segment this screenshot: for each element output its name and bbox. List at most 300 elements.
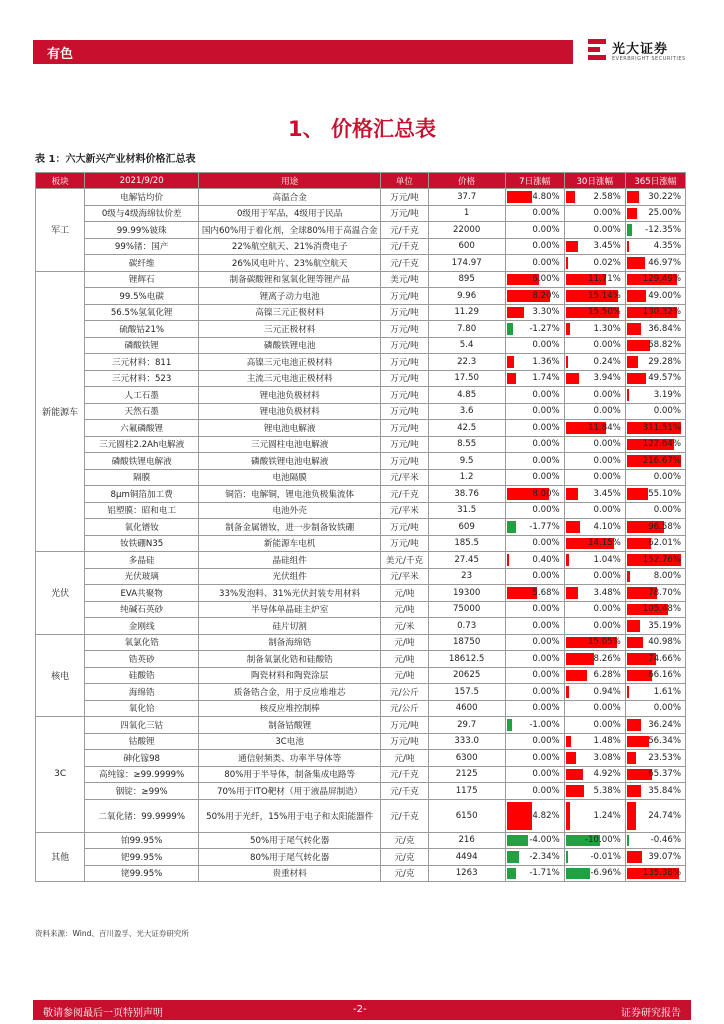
change-value: 62.01%: [648, 538, 681, 549]
change-value: 0.00%: [532, 241, 560, 252]
change-value: 23.53%: [648, 752, 681, 763]
brand-logo: [588, 37, 698, 67]
unit-cell: 万元/吨: [381, 370, 428, 387]
material-use: 50%用于光纤，15%用于电子和太阳能器件: [199, 799, 381, 832]
change-value: 6.28%: [593, 670, 621, 681]
col-header: 单位: [381, 173, 428, 189]
material-name: 铟锭：≥99%: [85, 783, 199, 800]
material-name: 多晶硅: [85, 552, 199, 569]
change-30d: [564, 634, 625, 651]
table-row: [36, 337, 686, 354]
change-value: 15.05%: [588, 637, 621, 648]
change-7d: [505, 436, 564, 453]
change-value: 0.00%: [532, 439, 560, 450]
change-bar: [566, 686, 569, 698]
change-value: 96.58%: [648, 521, 681, 532]
material-use: 主流三元电池正极材料: [199, 370, 381, 387]
change-value: 130.32%: [642, 307, 681, 318]
change-value: 0.00%: [532, 571, 560, 582]
change-value: 1.04%: [593, 554, 621, 565]
change-bar: [627, 340, 650, 352]
change-value: 3.19%: [653, 389, 681, 400]
unit-cell: 元/吨: [381, 601, 428, 618]
change-value: 0.00%: [593, 719, 621, 730]
change-value: 35.84%: [648, 785, 681, 796]
table-row: [36, 799, 686, 832]
header-bar: [33, 40, 573, 64]
change-365d: [625, 403, 685, 420]
change-7d: [505, 304, 564, 321]
change-bar: [566, 191, 575, 203]
table-row: [36, 667, 686, 684]
material-use: 磷酸铁锂电池: [199, 337, 381, 354]
material-name: 磷酸铁锂: [85, 337, 199, 354]
change-bar: [566, 736, 571, 748]
unit-cell: 万元/吨: [381, 420, 428, 437]
col-header: 7日涨幅: [505, 173, 564, 189]
price-cell: 7.80: [428, 321, 505, 338]
material-use: 0级用于军品，4级用于民品: [199, 205, 381, 222]
price-cell: 6300: [428, 750, 505, 767]
price-cell: 0.73: [428, 618, 505, 635]
price-cell: 23: [428, 568, 505, 585]
change-365d: [625, 535, 685, 552]
change-value: 0.00%: [532, 604, 560, 615]
table-row: [36, 222, 686, 239]
material-name: 电解钴均价: [85, 189, 199, 206]
material-name: 99.99%铍珠: [85, 222, 199, 239]
change-value: 0.00%: [532, 769, 560, 780]
unit-cell: 元/千克: [381, 255, 428, 272]
change-7d: [505, 354, 564, 371]
change-value: 1.24%: [593, 810, 621, 821]
change-value: 4.35%: [653, 241, 681, 252]
change-bar: [566, 373, 580, 385]
unit-cell: 元/克: [381, 865, 428, 882]
change-value: 39.07%: [648, 851, 681, 862]
price-cell: 4.85: [428, 387, 505, 404]
change-bar: [507, 835, 528, 847]
change-value: 0.00%: [532, 505, 560, 516]
change-365d: [625, 205, 685, 222]
change-30d: [564, 304, 625, 321]
change-value: 40.98%: [648, 637, 681, 648]
table-row: [36, 189, 686, 206]
change-30d: [564, 387, 625, 404]
unit-cell: 元/千克: [381, 222, 428, 239]
unit-cell: 万元/吨: [381, 205, 428, 222]
change-30d: [564, 865, 625, 882]
price-cell: 17.50: [428, 370, 505, 387]
table-row: [36, 436, 686, 453]
table-row: [36, 354, 686, 371]
change-30d: [564, 403, 625, 420]
change-value: 0.00%: [593, 224, 621, 235]
change-value: 0.00%: [532, 538, 560, 549]
change-30d: [564, 370, 625, 387]
change-bar: [566, 670, 588, 682]
table-row: [36, 403, 686, 420]
change-value: 56.34%: [648, 736, 681, 747]
change-value: 4.10%: [593, 521, 621, 532]
unit-cell: 万元/吨: [381, 717, 428, 734]
material-name: 锂辉石: [85, 271, 199, 288]
col-header: 2021/9/20: [85, 173, 199, 189]
change-30d: [564, 552, 625, 569]
change-value: 0.00%: [532, 208, 560, 219]
change-value: 0.00%: [532, 406, 560, 417]
change-value: 4.92%: [593, 769, 621, 780]
change-value: 3.08%: [593, 752, 621, 763]
change-value: 11.84%: [588, 422, 621, 433]
change-365d: [625, 750, 685, 767]
material-use: 80%用于半导体，制备集成电路等: [199, 766, 381, 783]
change-bar: [627, 802, 637, 830]
change-30d: [564, 832, 625, 849]
change-7d: [505, 684, 564, 701]
material-use: 高温合金: [199, 189, 381, 206]
table-row: [36, 634, 686, 651]
change-bar: [627, 637, 643, 649]
change-value: 0.00%: [532, 257, 560, 268]
change-value: 0.00%: [653, 505, 681, 516]
change-value: 5.38%: [593, 785, 621, 796]
change-value: 3.30%: [532, 307, 560, 318]
change-30d: [564, 519, 625, 536]
material-use: 电池隔膜: [199, 469, 381, 486]
change-bar: [566, 752, 577, 764]
material-name: 三元材料：811: [85, 354, 199, 371]
material-use: 制备钴酸锂: [199, 717, 381, 734]
change-30d: [564, 667, 625, 684]
material-use: 三元圆柱电池电解液: [199, 436, 381, 453]
change-bar: [627, 620, 641, 632]
change-365d: [625, 601, 685, 618]
material-use: 磷酸铁锂电池电解液: [199, 453, 381, 470]
table-row: [36, 568, 686, 585]
change-365d: [625, 667, 685, 684]
change-30d: [564, 255, 625, 272]
change-bar: [566, 802, 570, 830]
table-row: [36, 271, 686, 288]
sector-cell: 军工: [36, 189, 85, 272]
change-bar: [507, 851, 519, 863]
change-value: 0.00%: [593, 620, 621, 631]
material-use: 铜箔：电解铜，锂电池负极集流体: [199, 486, 381, 503]
unit-cell: 元/吨: [381, 750, 428, 767]
change-value: 135.38%: [642, 868, 681, 879]
change-30d: [564, 585, 625, 602]
table-row: [36, 618, 686, 635]
change-30d: [564, 717, 625, 734]
material-use: 陶瓷材料和陶瓷涂层: [199, 667, 381, 684]
material-use: 锂电池电解液: [199, 420, 381, 437]
change-bar: [566, 769, 583, 781]
change-bar: [566, 257, 568, 269]
change-30d: [564, 601, 625, 618]
change-30d: [564, 684, 625, 701]
change-365d: [625, 304, 685, 321]
change-7d: [505, 403, 564, 420]
price-cell: 3.6: [428, 403, 505, 420]
price-cell: 37.7: [428, 189, 505, 206]
unit-cell: 元/克: [381, 832, 428, 849]
change-value: -1.71%: [529, 868, 560, 879]
material-use: 核反应堆控制棒: [199, 700, 381, 717]
table-row: [36, 453, 686, 470]
price-cell: 4494: [428, 849, 505, 866]
unit-cell: 美元/千克: [381, 552, 428, 569]
material-use: 电池外壳: [199, 502, 381, 519]
change-30d: [564, 568, 625, 585]
material-name: 天然石墨: [85, 403, 199, 420]
change-7d: [505, 321, 564, 338]
price-cell: 609: [428, 519, 505, 536]
change-value: 0.00%: [653, 406, 681, 417]
change-365d: [625, 634, 685, 651]
change-value: 0.00%: [532, 422, 560, 433]
material-use: 制备海绵锆: [199, 634, 381, 651]
logo-mark-icon: [588, 39, 606, 63]
price-cell: 22.3: [428, 354, 505, 371]
change-bar: [627, 208, 637, 220]
table-row: [36, 502, 686, 519]
material-name: 99%锗：国产: [85, 238, 199, 255]
change-value: 5.68%: [532, 587, 560, 598]
material-use: 锂电池负极材料: [199, 387, 381, 404]
change-value: 1.61%: [653, 686, 681, 697]
table-row: [36, 601, 686, 618]
change-value: 8.00%: [653, 571, 681, 582]
change-value: 29.28%: [648, 356, 681, 367]
col-header: 价格: [428, 173, 505, 189]
unit-cell: 元/千克: [381, 238, 428, 255]
change-7d: [505, 205, 564, 222]
change-7d: [505, 651, 564, 668]
material-name: 铂99.95%: [85, 832, 199, 849]
change-30d: [564, 288, 625, 305]
change-30d: [564, 750, 625, 767]
material-use: 通信射频类、功率半导体等: [199, 750, 381, 767]
change-365d: [625, 799, 685, 832]
table-header-row: [36, 173, 686, 189]
change-bar: [566, 851, 568, 863]
change-bar: [627, 356, 638, 368]
table-row: [36, 832, 686, 849]
change-value: 3.94%: [593, 373, 621, 384]
material-use: 70%用于ITO靶材（用于液晶屏制造）: [199, 783, 381, 800]
price-cell: 216: [428, 832, 505, 849]
change-7d: [505, 750, 564, 767]
table-row: [36, 585, 686, 602]
change-7d: [505, 420, 564, 437]
change-7d: [505, 585, 564, 602]
footer-bar: [33, 1000, 691, 1020]
price-cell: 11.29: [428, 304, 505, 321]
change-bar: [627, 571, 630, 583]
change-365d: [625, 321, 685, 338]
change-value: 46.97%: [648, 257, 681, 268]
col-header: 365日涨幅: [625, 173, 685, 189]
change-value: 0.00%: [532, 340, 560, 351]
change-value: 0.00%: [532, 752, 560, 763]
material-name: 海绵锆: [85, 684, 199, 701]
change-365d: [625, 387, 685, 404]
change-30d: [564, 700, 625, 717]
price-cell: 1: [428, 205, 505, 222]
change-7d: [505, 370, 564, 387]
material-use: 制备金属镨钕，进一步制备钕铁硼: [199, 519, 381, 536]
change-bar: [627, 835, 629, 847]
change-30d: [564, 799, 625, 832]
table-row: [36, 700, 686, 717]
change-bar: [507, 323, 514, 335]
unit-cell: 元/平米: [381, 469, 428, 486]
section-title: 1、 价格汇总表: [288, 117, 436, 141]
material-use: 33%发泡料、31%光伏封装专用材料: [199, 585, 381, 602]
table-row: [36, 552, 686, 569]
table-row: [36, 387, 686, 404]
change-7d: [505, 502, 564, 519]
unit-cell: 元/吨: [381, 651, 428, 668]
change-7d: [505, 288, 564, 305]
change-365d: [625, 271, 685, 288]
unit-cell: 元/千克: [381, 799, 428, 832]
unit-cell: 元/公斤: [381, 700, 428, 717]
change-value: 0.00%: [532, 703, 560, 714]
material-name: 铝塑膜：昭和电工: [85, 502, 199, 519]
change-value: 0.00%: [532, 620, 560, 631]
change-7d: [505, 469, 564, 486]
change-7d: [505, 733, 564, 750]
price-cell: 157.5: [428, 684, 505, 701]
material-name: 人工石墨: [85, 387, 199, 404]
change-value: -1.00%: [529, 719, 560, 730]
change-value: 8.00%: [532, 488, 560, 499]
page-number: -2-: [353, 1004, 367, 1015]
change-value: 0.00%: [532, 455, 560, 466]
change-value: 55.10%: [648, 488, 681, 499]
change-value: 0.00%: [593, 439, 621, 450]
material-name: 磷酸铁锂电解液: [85, 453, 199, 470]
price-cell: 1263: [428, 865, 505, 882]
price-cell: 4600: [428, 700, 505, 717]
change-value: 49.57%: [648, 373, 681, 384]
disclaimer-link[interactable]: 敬请参阅最后一页特别声明: [43, 1008, 163, 1019]
change-value: -6.96%: [590, 868, 621, 879]
unit-cell: 万元/吨: [381, 436, 428, 453]
change-365d: [625, 849, 685, 866]
material-use: 锂离子动力电池: [199, 288, 381, 305]
change-value: 66.16%: [648, 670, 681, 681]
change-bar: [627, 224, 632, 236]
change-value: 311.51%: [642, 422, 681, 433]
unit-cell: 万元/吨: [381, 733, 428, 750]
change-value: 0.00%: [593, 406, 621, 417]
change-value: 36.84%: [648, 323, 681, 334]
material-use: 50%用于尾气转化器: [199, 832, 381, 849]
change-value: 2.58%: [593, 191, 621, 202]
change-365d: [625, 469, 685, 486]
change-value: 35.19%: [648, 620, 681, 631]
change-value: 1.48%: [593, 736, 621, 747]
change-30d: [564, 189, 625, 206]
unit-cell: 元/公斤: [381, 684, 428, 701]
change-365d: [625, 733, 685, 750]
change-30d: [564, 535, 625, 552]
change-365d: [625, 288, 685, 305]
unit-cell: 万元/吨: [381, 354, 428, 371]
unit-cell: 元/平米: [381, 502, 428, 519]
material-name: 碳纤维: [85, 255, 199, 272]
material-name: 8μm铜箔加工费: [85, 486, 199, 503]
change-365d: [625, 585, 685, 602]
change-30d: [564, 420, 625, 437]
material-name: 六氟磷酸锂: [85, 420, 199, 437]
change-value: 78.70%: [648, 587, 681, 598]
price-cell: 9.5: [428, 453, 505, 470]
change-7d: [505, 717, 564, 734]
change-value: 0.00%: [593, 604, 621, 615]
material-name: EVA共聚物: [85, 585, 199, 602]
change-7d: [505, 255, 564, 272]
material-name: 0级与4级海绵钛价差: [85, 205, 199, 222]
price-cell: 1.2: [428, 469, 505, 486]
change-7d: [505, 667, 564, 684]
change-bar: [507, 307, 524, 319]
change-value: 15.50%: [588, 307, 621, 318]
change-7d: [505, 799, 564, 832]
change-7d: [505, 453, 564, 470]
material-use: 3C电池: [199, 733, 381, 750]
table-row: [36, 304, 686, 321]
change-value: 0.24%: [593, 356, 621, 367]
change-30d: [564, 849, 625, 866]
change-value: -1.77%: [529, 521, 560, 532]
change-30d: [564, 733, 625, 750]
material-use: 质备锆合金，用于反应堆堆芯: [199, 684, 381, 701]
change-value: 3.45%: [593, 488, 621, 499]
table-row: [36, 717, 686, 734]
price-cell: 9.96: [428, 288, 505, 305]
price-cell: 42.5: [428, 420, 505, 437]
change-365d: [625, 552, 685, 569]
change-7d: [505, 601, 564, 618]
unit-cell: 元/千克: [381, 486, 428, 503]
change-bar: [627, 257, 645, 269]
change-value: 8.20%: [532, 290, 560, 301]
change-value: 36.24%: [648, 719, 681, 730]
unit-cell: 万元/吨: [381, 288, 428, 305]
table-row: [36, 420, 686, 437]
change-value: 11.71%: [588, 274, 621, 285]
price-cell: 5.4: [428, 337, 505, 354]
table-row: [36, 766, 686, 783]
change-bar: [566, 488, 578, 500]
change-bar: [507, 554, 509, 566]
change-value: 0.00%: [653, 472, 681, 483]
sector-cell: 光伏: [36, 552, 85, 635]
change-bar: [627, 736, 649, 748]
material-name: 氧化镨钕: [85, 519, 199, 536]
change-value: -0.46%: [650, 835, 681, 846]
change-bar: [627, 290, 646, 302]
price-cell: 20625: [428, 667, 505, 684]
change-value: 3.48%: [593, 587, 621, 598]
material-use: 半导体单晶硅主炉室: [199, 601, 381, 618]
change-value: 24.74%: [648, 810, 681, 821]
material-name: 钴酸锂: [85, 733, 199, 750]
